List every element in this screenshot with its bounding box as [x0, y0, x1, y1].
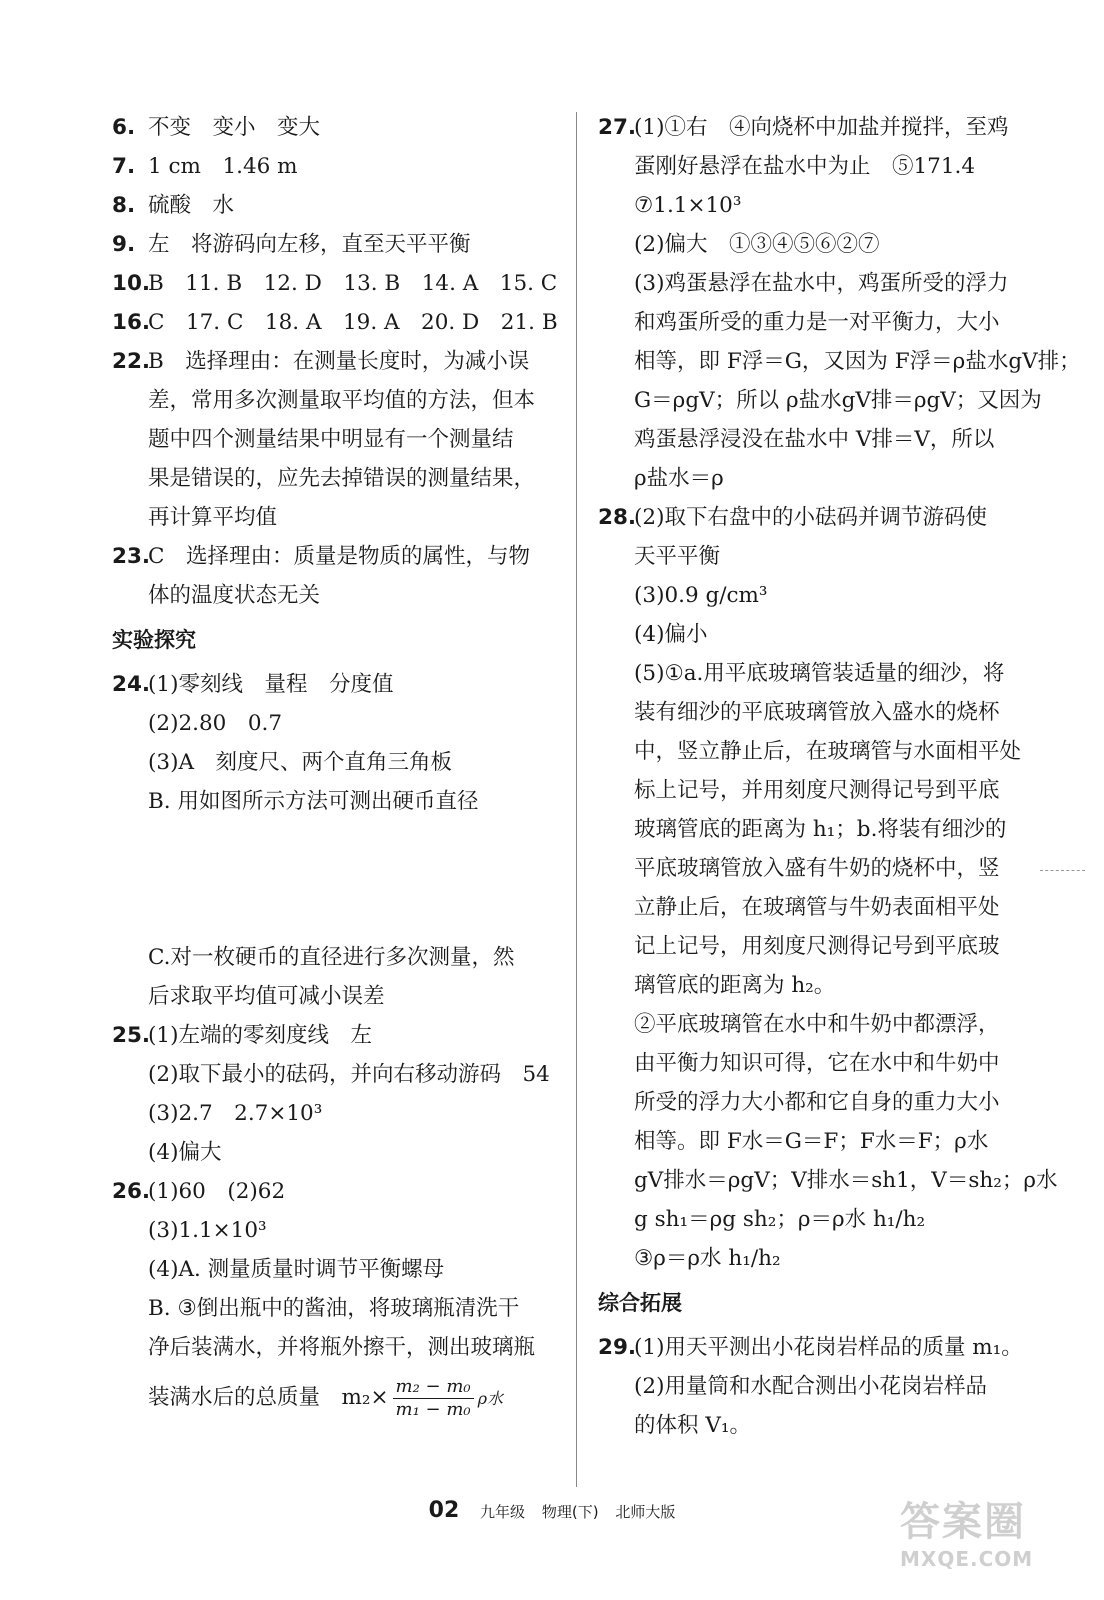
- answer-text: ⑦1.1×10³: [634, 193, 742, 218]
- answer-line: [598, 810, 1043, 849]
- answer-text: 左 将游码向左移，直至天平平衡: [148, 232, 471, 257]
- answer-text: ③ρ＝ρ水 h₁/h₂: [634, 1246, 781, 1271]
- answer-text: 和鸡蛋所受的重力是一对平衡力，大小: [634, 310, 1000, 335]
- answer-text: 玻璃管底的距离为 h₁；b.将装有细沙的: [634, 817, 1007, 842]
- answer-text: 相等，即 F浮＝G，又因为 F浮＝ρ盐水gV排；: [634, 349, 1081, 374]
- question-number: 6.: [112, 115, 136, 140]
- answer-text: 净后装满水，并将瓶外擦干，测出玻璃瓶: [148, 1335, 536, 1360]
- answer-line: [112, 1289, 557, 1328]
- answer-text: 璃管底的距离为 h₂。: [634, 973, 836, 998]
- answer-text: (4)偏小: [634, 622, 708, 647]
- answer-line: [112, 264, 557, 303]
- fraction-denominator: m₁ − m₀: [395, 1398, 471, 1420]
- answer-line: [112, 459, 557, 498]
- answers-multiple-choice: [112, 108, 557, 615]
- watermark-logo-text: 答案圈: [900, 1499, 1026, 1545]
- answer-text: 再计算平均值: [148, 505, 278, 530]
- answer-line: [112, 498, 557, 537]
- answer-line: [598, 1367, 1043, 1406]
- question-number: 29.: [598, 1335, 637, 1360]
- answer-line: [598, 966, 1043, 1005]
- answer-line: [112, 782, 557, 821]
- answer-line: [598, 420, 1043, 459]
- answer-line: [112, 938, 557, 977]
- watermark-site-text: MXQE.COM: [900, 1547, 1034, 1571]
- figure-placeholder: [112, 821, 557, 938]
- question-number: 7.: [112, 154, 136, 179]
- question-number: 23.: [112, 544, 151, 569]
- answer-text: 平底玻璃管放入盛有牛奶的烧杯中，竖: [634, 856, 1000, 881]
- page-number: 02: [428, 1498, 460, 1523]
- answer-line: [112, 704, 557, 743]
- answer-line: [112, 342, 557, 381]
- answer-text: (2)取下右盘中的小砝码并调节游码使: [634, 505, 987, 530]
- answer-line: [598, 576, 1043, 615]
- fraction-lead-text: 装满水后的总质量 m₂×: [148, 1385, 389, 1410]
- answer-text: C 选择理由：质量是物质的属性，与物: [148, 544, 530, 569]
- answer-line: [598, 108, 1043, 147]
- answer-line: [112, 147, 557, 186]
- answer-text: G＝ρgV；所以 ρ盐水gV排＝ρgV；又因为: [634, 388, 1042, 413]
- answer-text: (2)取下最小的砝码，并向右移动游码 54: [148, 1062, 550, 1087]
- answer-text: 天平平衡: [634, 544, 721, 569]
- answer-line: [112, 420, 557, 459]
- answer-line: [112, 1016, 557, 1055]
- answer-text: ②平底玻璃管在水中和牛奶中都漂浮，: [634, 1012, 1000, 1037]
- answer-text: 果是错误的，应先去掉错误的测量结果，: [148, 466, 536, 491]
- answer-text: 差，常用多次测量取平均值的方法，但本: [148, 388, 536, 413]
- answer-text: (4)A. 测量质量时调节平衡螺母: [148, 1257, 445, 1282]
- question-number: 27.: [598, 115, 637, 140]
- answer-line: [112, 1133, 557, 1172]
- answer-text: 装有细沙的平底玻璃管放入盛水的烧杯: [634, 700, 1000, 725]
- answer-text: g sh₁＝ρg sh₂；ρ＝ρ水 h₁/h₂: [634, 1207, 926, 1232]
- answer-line: [598, 1328, 1043, 1367]
- answer-text: (3)0.9 g/cm³: [634, 583, 768, 608]
- answer-line: [598, 1161, 1058, 1200]
- question-number: 16.: [112, 310, 151, 335]
- answer-text: 所受的浮力大小都和它自身的重力大小: [634, 1090, 1000, 1115]
- answer-line: [112, 576, 557, 615]
- answer-text: (5)①a.用平底玻璃管装适量的细沙，将: [634, 661, 1005, 686]
- answer-text: 相等。即 F水＝G＝F；F水＝F；ρ水: [634, 1129, 989, 1154]
- answers-experiment-right: [598, 108, 1081, 1278]
- answer-text: 不变 变小 变大: [148, 115, 321, 140]
- left-column: [112, 108, 557, 1429]
- answer-text: (2)用量筒和水配合测出小花岗岩样品: [634, 1374, 987, 1399]
- answer-text: 蛋刚好悬浮在盐水中为止 ⑤171.4: [634, 154, 976, 179]
- answer-line: [112, 225, 557, 264]
- answer-text: (3)1.1×10³: [148, 1218, 267, 1243]
- answer-line: [598, 654, 1043, 693]
- answer-text: B. 用如图所示方法可测出硬币直径: [148, 789, 479, 814]
- answers-experiment-part2: [112, 938, 557, 1367]
- question-number: 10.: [112, 271, 151, 296]
- answer-line: [112, 1211, 557, 1250]
- answer-line: [112, 381, 557, 420]
- answer-line: [598, 1122, 1043, 1161]
- dashed-mark: [1040, 870, 1085, 871]
- watermark-logo: [900, 1490, 1090, 1585]
- footer-subject: 物理(下): [541, 1503, 599, 1521]
- answer-text: 题中四个测量结果中明显有一个测量结: [148, 427, 514, 452]
- question-number: 22.: [112, 349, 151, 374]
- answer-text: 记上记号，用刻度尺测得记号到平底玻: [634, 934, 1000, 959]
- answer-line: [598, 693, 1043, 732]
- answer-text: (4)偏大: [148, 1140, 222, 1165]
- question-number: 9.: [112, 232, 136, 257]
- answers-experiment-part1: [112, 665, 557, 821]
- answer-line: [598, 1083, 1043, 1122]
- footer-edition: 北师大版: [615, 1503, 676, 1521]
- answer-line: [112, 743, 557, 782]
- answer-line: [598, 1044, 1043, 1083]
- answer-line: [112, 1328, 557, 1367]
- answer-line: [598, 225, 1043, 264]
- answer-line: [112, 665, 557, 704]
- answer-line: [598, 1005, 1043, 1044]
- answer-text: 立静止后，在玻璃管与牛奶表面相平处: [634, 895, 1000, 920]
- answer-text: (1)左端的零刻度线 左: [148, 1023, 372, 1048]
- fraction-numerator: m₂ − m₀: [393, 1376, 474, 1399]
- answer-line: [598, 537, 1043, 576]
- answer-text: 由平衡力知识可得，它在水中和牛奶中: [634, 1051, 1000, 1076]
- answer-line: [598, 732, 1043, 771]
- answer-line: [598, 498, 1043, 537]
- answer-line: [112, 303, 557, 342]
- answer-text: B. ③倒出瓶中的酱油，将玻璃瓶清洗干: [148, 1296, 520, 1321]
- section-heading-extension: 综合拓展: [598, 1291, 682, 1315]
- answer-text: (1)零刻线 量程 分度值: [148, 672, 394, 697]
- answer-text: 1 cm 1.46 m: [148, 154, 298, 179]
- answer-text: 标上记号，并用刻度尺测得记号到平底: [634, 778, 1000, 803]
- answer-text: (1)①右 ④向烧杯中加盐并搅拌，至鸡: [634, 115, 1009, 140]
- answer-text: C.对一枚硬币的直径进行多次测量，然: [148, 945, 515, 970]
- answer-line: [598, 1200, 1043, 1239]
- answer-line: [598, 459, 1043, 498]
- answer-line: [598, 771, 1043, 810]
- answer-line: [598, 147, 1043, 186]
- question-number: 8.: [112, 193, 136, 218]
- question-number: 25.: [112, 1023, 151, 1048]
- answer-line: [598, 888, 1043, 927]
- answer-line: [112, 1250, 557, 1289]
- answers-extension: [598, 1328, 1043, 1445]
- answer-text: 的体积 V₁。: [634, 1413, 751, 1438]
- right-column: [598, 108, 1081, 1445]
- answer-line: [112, 1094, 557, 1133]
- answer-line: [598, 1406, 1043, 1445]
- answer-line: [112, 977, 557, 1016]
- answer-line: [598, 927, 1043, 966]
- question-number: 24.: [112, 672, 151, 697]
- answer-text: (3)鸡蛋悬浮在盐水中，鸡蛋所受的浮力: [634, 271, 1009, 296]
- answer-text: (2)偏大 ①③④⑤⑥②⑦: [634, 232, 880, 257]
- question-number: 28.: [598, 505, 637, 530]
- answer-text: C 17. C 18. A 19. A 20. D 21. B: [148, 310, 558, 335]
- answer-line: [598, 615, 1043, 654]
- section-heading-experiment: 实验探究: [112, 628, 196, 652]
- answer-text: (1)60 (2)62: [148, 1179, 286, 1204]
- answer-line: [112, 1172, 557, 1211]
- answer-line: [598, 264, 1043, 303]
- answer-text: (3)2.7 2.7×10³: [148, 1101, 323, 1126]
- answer-line: [112, 1055, 557, 1094]
- footer-grade: 九年级: [480, 1503, 526, 1521]
- answer-line: [598, 186, 1043, 225]
- answer-line-fraction: [112, 1367, 557, 1429]
- answer-line: [598, 849, 1043, 888]
- answer-text: (2)2.80 0.7: [148, 711, 283, 736]
- answer-line: [598, 381, 1043, 420]
- answer-text: B 11. B 12. D 13. B 14. A 15. C: [148, 271, 558, 296]
- answer-text: 体的温度状态无关: [148, 583, 321, 608]
- answer-text: (1)用天平测出小花岗岩样品的质量 m₁。: [634, 1335, 1023, 1360]
- answer-text: (3)A 刻度尺、两个直角三角板: [148, 750, 452, 775]
- answer-line: [598, 303, 1043, 342]
- answer-text: ρ盐水＝ρ: [634, 466, 724, 491]
- answer-text: gV排水＝ρgV；V排水＝sh1，V＝sh₂；ρ水: [634, 1168, 1058, 1193]
- fraction: [393, 1376, 474, 1421]
- question-number: 26.: [112, 1179, 151, 1204]
- fraction-tail: ρ水: [477, 1389, 504, 1408]
- answer-line: [112, 186, 557, 225]
- answer-line: [598, 342, 1081, 381]
- answer-line: [598, 1239, 1043, 1278]
- answer-text: 硫酸 水: [148, 193, 235, 218]
- answer-text: 中，竖立静止后，在玻璃管与水面相平处: [634, 739, 1022, 764]
- answer-line: [112, 537, 557, 576]
- answer-line: [112, 108, 557, 147]
- column-divider: [576, 112, 577, 1487]
- answer-text: 后求取平均值可减小误差: [148, 984, 385, 1009]
- answer-text: B 选择理由：在测量长度时，为减小误: [148, 349, 530, 374]
- answer-text: 鸡蛋悬浮浸没在盐水中 V排＝V，所以: [634, 427, 995, 452]
